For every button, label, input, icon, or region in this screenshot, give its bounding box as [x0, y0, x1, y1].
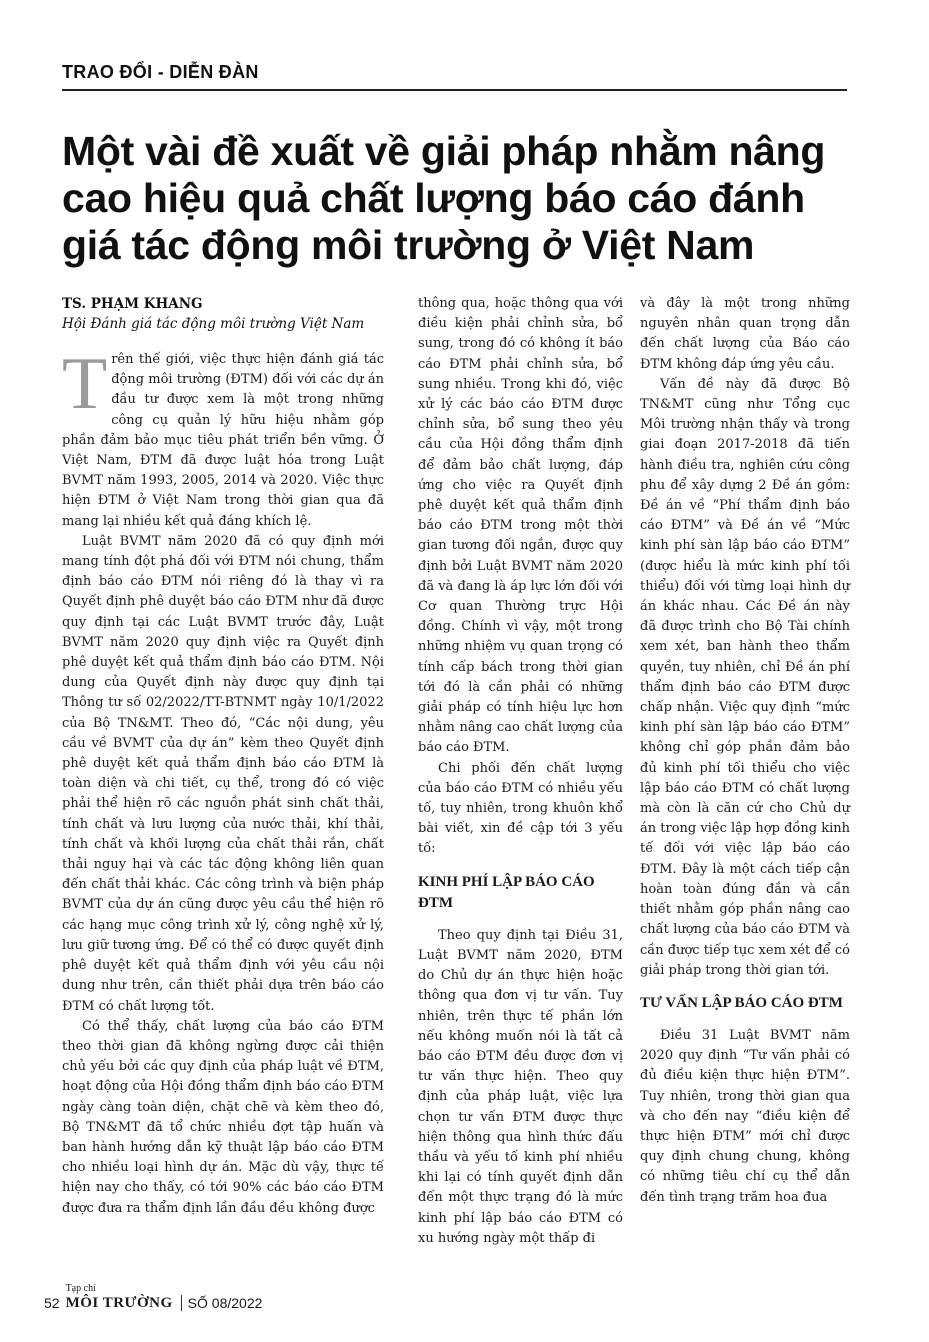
paragraph: Chi phối đến chất lượng của báo cáo ĐTM có nhiều yếu tố, tuy nhiên, trong khuôn khổ bài viết, xin đề cập tới 3 yếu tố: — [418, 760, 623, 857]
paragraph: Theo quy định tại Điều 31, Luật BVMT năm 2020, ĐTM do Chủ dự án thực hiện hoặc thông qua đơn vị tư vấn. Tuy nhiên, trên thực tế phần lớn nếu không muốn nói là tất cả báo cáo ĐTM đều được đơn vị tư vấn thực hiện. Theo quy định của pháp luật, việc lựa chọn tư vấn ĐTM được thực hiện thông qua hình thức đấu thầu và yếu tố kinh phí nhiều khi lại có tính quyết định dẫn đến một thực trạng đó là mức kinh phí lập báo cáo ĐTM có xu hướng ngày một thấp đi — [418, 927, 623, 1246]
issue-number: SỐ 08/2022 — [187, 1295, 263, 1311]
drop-cap: T — [62, 343, 108, 425]
journal-label: Tạp chí — [65, 1283, 96, 1294]
column-2 — [418, 294, 623, 1249]
section-heading: TƯ VẤN LẬP BÁO CÁO ĐTM — [640, 994, 843, 1011]
header-divider — [62, 89, 847, 91]
paragraph: và đây là một trong những nguyên nhân quan trọng dẫn đến chất lượng của Báo cáo ĐTM không đáp ứng yêu cầu. — [640, 296, 850, 372]
paragraph: Có thể thấy, chất lượng của báo cáo ĐTM theo thời gian đã không ngừng được cải thiện chủ yếu bởi các quy định của pháp luật về ĐTM, hoạt động của Hội đồng thẩm định báo cáo ĐTM ngày càng toàn diện, chặt chẽ và kèm theo đó, Bộ TN&MT đã tổ chức nhiều đợt tập huấn và ban hành hướng dẫn kỹ thuật lập báo cáo ĐTM cho nhiều loại hình dự án. Mặc dù vậy, thực tế hiện nay cho thấy, có tới 90% các báo cáo ĐTM được đưa ra thẩm định lần đầu đều không được — [62, 1018, 384, 1216]
section-label: TRAO ĐỔI - DIỄN ĐÀN — [62, 62, 259, 82]
paragraph: Vấn đề này đã được Bộ TN&MT cũng như Tổng cục Môi trường nhận thấy và trong giai đoạn 2017-2018 đã tiến hành điều tra, nghiên cứu công phu để xây dựng 2 Đề án gồm: Đề án về “Phí thẩm định báo cáo ĐTM” và Đề án về “Mức kinh phí sàn lập báo cáo ĐTM” (được hiểu là mức kinh phí tối thiểu) đối với từng loại hình dự án khác nhau. Các Đề án này đã được trình cho Bộ Tài chính xem xét, ban hành theo thẩm quyền, tuy nhiên, chỉ Đề án phí thẩm định báo cáo ĐTM được chấp nhận. Việc quy định “mức kinh phí sàn lập báo cáo ĐTM” không chỉ góp phần đảm bảo đủ kinh phí tối thiểu cho việc lập báo cáo ĐTM có chất lượng mà còn là căn cứ cho Chủ dự án trong việc lập hợp đồng kinh tế đối với việc lập báo cáo ĐTM. Đây là một cách tiếp cận hoàn toàn đúng đắn và cần thiết nhằm góp phần nâng cao chất lượng của báo cáo ĐTM và cần được tiếp tục xem xét để có giải pháp trong thời gian tới. — [640, 376, 850, 978]
footer-divider — [181, 1295, 182, 1311]
paragraph-text: rên thế giới, việc thực hiện đánh giá tác động môi trường (ĐTM) đối với các dự án đầu tư được xem là một trong những công cụ quản lý hữu hiệu nhằm góp phần đảm bảo mục tiêu phát triển bền vững. Ở Việt Nam, ĐTM đã được luật hóa trong Luật BVMT năm 1993, 2005, 2014 và 2020. Việc thực hiện ĐTM ở Việt Nam trong thời gian qua đã mang lại nhiều kết quả đáng khích lệ. — [62, 352, 384, 529]
section-heading: KINH PHÍ LẬP BÁO CÁO ĐTM — [418, 873, 595, 911]
paragraph: Luật BVMT năm 2020 đã có quy định mới mang tính đột phá đối với ĐTM nói chung, thẩm định báo cáo ĐTM nói riêng đó là thay vì ra Quyết định phê duyệt báo cáo ĐTM như đã được quy định tại các Luật BVMT trước đây, Luật BVMT năm 2020 quy định việc ra Quyết định phê duyệt kết quả thẩm định báo cáo ĐTM. Nội dung của Quyết định này được quy định tại Thông tư số 02/2022/TT-BTNMT ngày 10/1/2022 của Bộ TN&MT. Theo đó, “Các nội dung, yêu cầu về BVMT của dự án” kèm theo Quyết định phê duyệt kết quả thẩm định báo cáo ĐTM là toàn diện và chi tiết, cụ thể, trong đó có việc phải thể hiện rõ các nguồn phát sinh chất thải, tính chất và lưu lượng của nước thải, khí thải, tính chất và khối lượng của chất thải rắn, chất thải nguy hại và các tác động không liên quan đến chất thải khác. Các công trình và biện pháp BVMT của dự án cũng được yêu cầu thể hiện rõ các hạng mục công trình xử lý, công nghệ xử lý, lưu giữ tương ứng. Để có thể có được quyết định phê duyệt kết quả thẩm định với yêu cầu nội dung như trên, cần thiết phải dựa trên báo cáo ĐTM có chất lượng tốt. — [62, 533, 384, 1014]
author-name: TS. PHẠM KHANG — [62, 296, 203, 312]
page-footer — [44, 1272, 262, 1312]
journal-logo — [66, 1284, 173, 1312]
journal-name: MÔI TRƯỜNG — [65, 1295, 173, 1311]
page-number: 52 — [44, 1295, 60, 1311]
author-affiliation: Hội Đánh giá tác động môi trường Việt Nam — [62, 316, 365, 332]
paragraph: Điều 31 Luật BVMT năm 2020 quy định “Tư vấn phải có đủ điều kiện thực hiện ĐTM”. Tuy nhiên, trong thời gian qua và cho đến nay “điều kiện để thực hiện ĐTM” mới chỉ được quy định chung chung, không có những tiêu chí cụ thể dẫn đến tình trạng trăm hoa đua — [640, 1027, 850, 1205]
paragraph: thông qua, hoặc thông qua với điều kiện phải chỉnh sửa, bổ sung, trong đó có không ít báo cáo ĐTM phải chỉnh sửa, bổ sung nhiều. Trong khi đó, việc xử lý các báo cáo ĐTM được chỉnh sửa, bổ sung theo yêu cầu của Hội đồng thẩm định để đảm bảo chất lượng, đáp ứng cho việc ra Quyết định phê duyệt kết quả thẩm định báo cáo ĐTM trong một thời gian tương đối ngắn, được quy định bởi Luật BVMT năm 2020 đã và đang là áp lực lớn đối với Cơ quan Thường trực Hội đồng. Chính vì vậy, một trong những nhiệm vụ quan trọng có tính cấp bách trong thời gian tới đó là cần phải có những giải pháp có tính hiệu lực hơn nhằm nâng cao chất lượng của báo cáo ĐTM. — [418, 296, 623, 756]
column-1 — [62, 343, 384, 1219]
column-3 — [640, 294, 850, 1208]
article-title: Một vài đề xuất về giải pháp nhằm nâng cao hiệu quả chất lượng báo cáo đánh giá tác động môi trường ở Việt Nam — [62, 128, 826, 268]
paragraph — [62, 343, 384, 532]
